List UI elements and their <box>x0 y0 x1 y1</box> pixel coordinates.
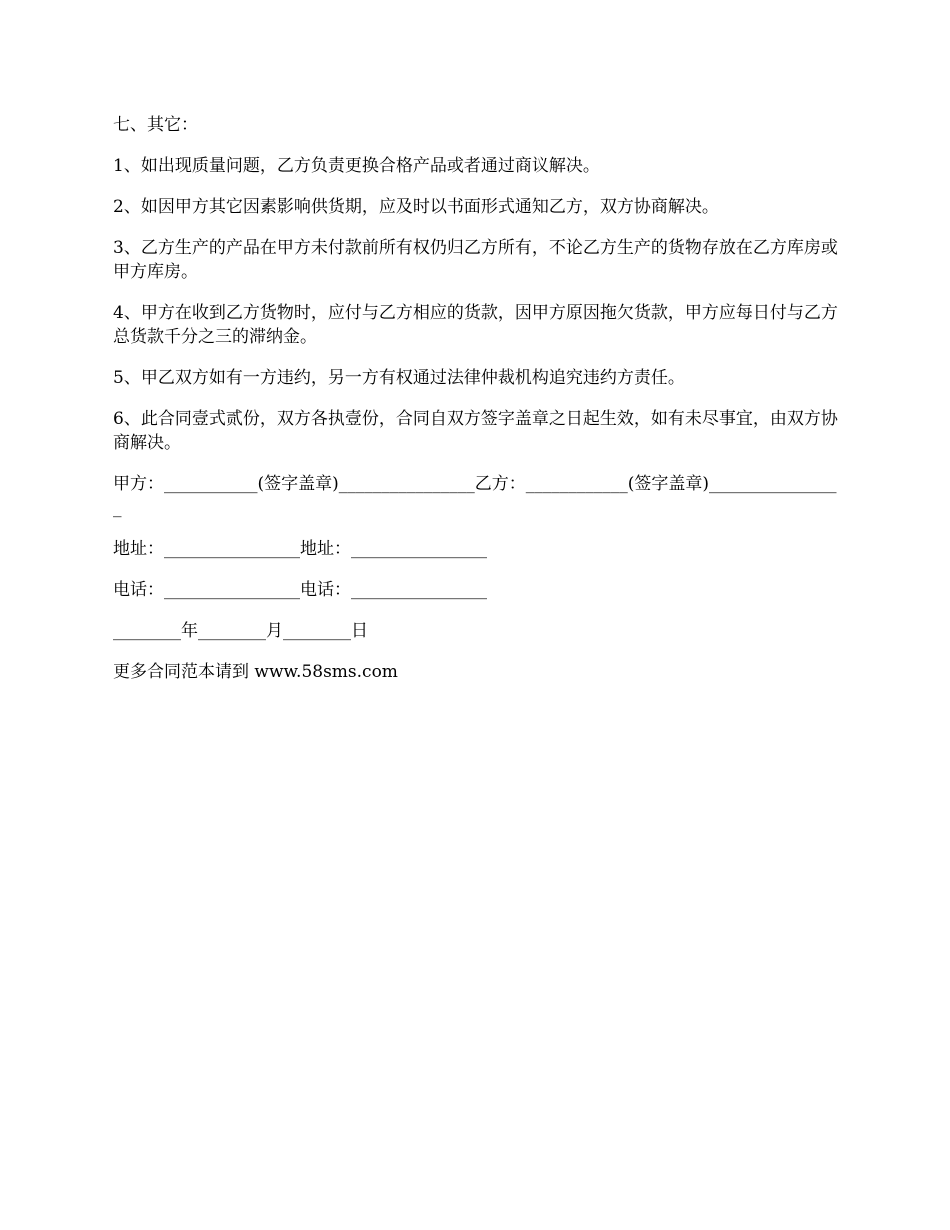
address-line: 地址：________________地址：________________ <box>113 539 487 559</box>
footer <box>113 660 838 684</box>
clause-5: 5、甲乙双方如有一方违约，另一方有权通过法律仲裁机构追究违约方责任。 <box>113 368 685 388</box>
phone-line: 电话：________________电话：________________ <box>113 580 487 600</box>
signature-line: 甲方：___________(签字盖章)________________乙方：____________(签字盖章)________________ <box>113 474 837 518</box>
clause-6: 6、此合同壹式贰份，双方各执壹份，合同自双方签字盖章之日起生效，如有未尽事宜，由双方协商解决。 <box>113 409 838 453</box>
clause-3: 3、乙方生产的产品在甲方未付款前所有权仍归乙方所有，不论乙方生产的货物存放在乙方库房或甲方库房。 <box>113 238 838 282</box>
clause-1: 1、如出现质量问题，乙方负责更换合格产品或者通过商议解决。 <box>113 156 600 176</box>
clause-2: 2、如因甲方其它因素影响供货期，应及时以书面形式通知乙方，双方协商解决。 <box>113 197 719 217</box>
clause-4: 4、甲方在收到乙方货物时，应付与乙方相应的货款，因甲方原因拖欠货款，甲方应每日付与乙方总货款千分之三的滞纳金。 <box>113 303 838 347</box>
footer-text: 更多合同范本请到 <box>113 662 255 682</box>
contract-page <box>113 113 838 701</box>
footer-link[interactable]: www.58sms.com <box>254 662 398 682</box>
date-line: ________年________月________日 <box>113 621 368 641</box>
section-title: 七、其它： <box>113 115 198 135</box>
